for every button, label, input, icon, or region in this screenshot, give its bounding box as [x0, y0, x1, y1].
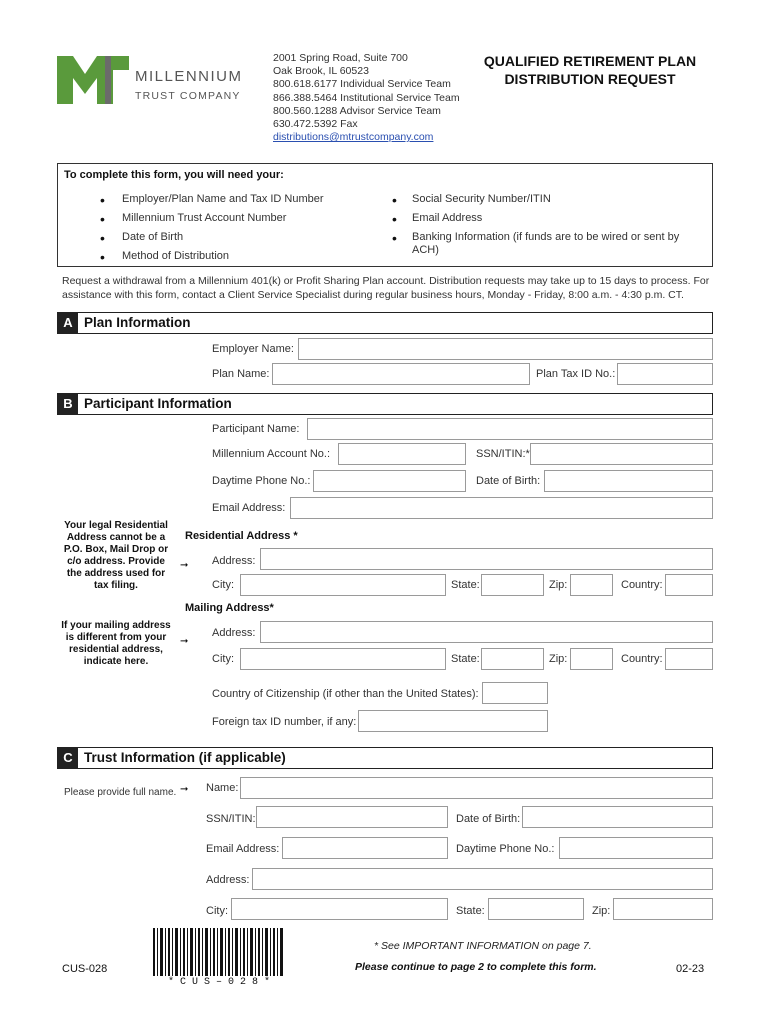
dob-field[interactable]: [544, 470, 713, 492]
participant-name-label: Participant Name:: [212, 423, 300, 435]
note-line: Address cannot be a: [66, 532, 166, 543]
mailing-heading: Mailing Address*: [185, 602, 274, 614]
trust-ssn-label: SSN/ITIN:: [206, 813, 256, 825]
phone-line: 800.560.1288 Advisor Service Team: [273, 104, 441, 117]
section-letter: C: [58, 748, 78, 768]
foreign-tax-label: Foreign tax ID number, if any:: [212, 716, 357, 728]
address-line: Oak Brook, IL 60523: [273, 65, 369, 78]
bullet-icon: •: [100, 192, 105, 208]
trust-zip-field[interactable]: [613, 898, 713, 920]
city-label: City:: [212, 579, 234, 591]
phone-line: 866.388.5464 Institutional Service Team: [273, 91, 460, 104]
note-line: the address used for: [66, 568, 166, 579]
section-c-header: [57, 747, 713, 769]
residential-country-field[interactable]: [665, 574, 713, 596]
city-label: City:: [212, 653, 234, 665]
barcode-text: * C U S – 0 2 8 *: [167, 977, 271, 988]
section-title: Trust Information (if applicable): [84, 750, 286, 765]
participant-name-field[interactable]: [307, 418, 713, 440]
trust-name-label: Name:: [206, 782, 239, 794]
plan-tax-id-field[interactable]: [617, 363, 713, 385]
requirement-item: Banking Information (if funds are to be wired or sent by: [412, 231, 680, 243]
trust-phone-label: Daytime Phone No.:: [456, 843, 555, 855]
note-line: is different from your: [65, 632, 167, 643]
logo-sub: TRUST COMPANY: [135, 90, 241, 102]
contact-block: [273, 52, 460, 144]
mailing-address-field[interactable]: [260, 621, 713, 643]
trust-name-field[interactable]: [240, 777, 713, 799]
address-line: 2001 Spring Road, Suite 700: [273, 52, 408, 64]
residential-city-field[interactable]: [240, 574, 446, 596]
requirement-item: ACH): [412, 244, 439, 256]
ssn-field[interactable]: [530, 443, 713, 465]
foreign-tax-field[interactable]: [358, 710, 548, 732]
state-label: State:: [451, 653, 480, 665]
residential-note: [60, 520, 172, 592]
trust-dob-field[interactable]: [522, 806, 713, 828]
continue-note: Please continue to page 2 to complete this form.: [355, 961, 597, 973]
employer-name-field[interactable]: [298, 338, 713, 360]
trust-dob-label: Date of Birth:: [456, 813, 521, 825]
account-no-label: Millennium Account No.:: [212, 448, 330, 460]
arrow-right-icon: ➞: [180, 560, 189, 571]
trust-zip-label: Zip:: [592, 905, 611, 917]
requirement-item: Email Address: [412, 212, 483, 224]
phone-field[interactable]: [313, 470, 466, 492]
email-field[interactable]: [290, 497, 713, 519]
mailing-city-field[interactable]: [240, 648, 446, 670]
requirement-item: Employer/Plan Name and Tax ID Number: [122, 193, 324, 205]
dob-label: Date of Birth:: [476, 475, 541, 487]
mailing-country-field[interactable]: [665, 648, 713, 670]
intro-text: Request a withdrawal from a Millennium 401(k) or Profit Sharing Plan account. Distribution requests may take up to 15 days to process. For: [62, 275, 710, 287]
bullet-icon: •: [100, 211, 105, 227]
mailing-zip-field[interactable]: [570, 648, 613, 670]
phone-line: 800.618.6177 Individual Service Team: [273, 78, 451, 91]
section-letter: B: [58, 394, 78, 414]
mailing-note: [60, 620, 172, 668]
trust-city-label: City:: [206, 905, 228, 917]
title-line: DISTRIBUTION REQUEST: [504, 71, 676, 87]
barcode-icon: [153, 928, 285, 976]
email-label: Email Address:: [212, 502, 286, 514]
address-label: Address:: [212, 627, 256, 639]
mailing-state-field[interactable]: [481, 648, 544, 670]
title-line: QUALIFIED RETIREMENT PLAN: [483, 53, 697, 69]
trust-email-label: Email Address:: [206, 843, 280, 855]
section-title: Plan Information: [84, 315, 191, 330]
requirement-item: Millennium Trust Account Number: [122, 212, 287, 224]
trust-city-field[interactable]: [231, 898, 448, 920]
form-code: CUS-028: [62, 963, 108, 975]
residential-heading: Residential Address *: [185, 530, 298, 542]
bullet-icon: •: [392, 230, 397, 246]
citizenship-field[interactable]: [482, 682, 548, 704]
section-letter: A: [58, 313, 78, 333]
trust-phone-field[interactable]: [559, 837, 713, 859]
plan-name-field[interactable]: [272, 363, 530, 385]
country-label: Country:: [621, 579, 663, 591]
employer-name-label: Employer Name:: [212, 343, 294, 355]
note-line: c/o address. Provide: [67, 556, 165, 567]
requirement-item: Date of Birth: [122, 231, 184, 243]
arrow-right-icon: ➞: [180, 784, 189, 795]
plan-tax-id-label: Plan Tax ID No.:: [536, 368, 616, 380]
bullet-icon: •: [392, 211, 397, 227]
account-no-field[interactable]: [338, 443, 466, 465]
requirements-box: [57, 163, 713, 267]
residential-state-field[interactable]: [481, 574, 544, 596]
logo-mark-icon: [57, 52, 129, 108]
company-logo: [57, 52, 247, 108]
residential-zip-field[interactable]: [570, 574, 613, 596]
requirement-item: Social Security Number/ITIN: [412, 193, 551, 205]
residential-address-field[interactable]: [260, 548, 713, 570]
trust-state-field[interactable]: [488, 898, 584, 920]
citizenship-label: Country of Citizenship (if other than the United States):: [212, 688, 479, 700]
trust-note: Please provide full name.: [64, 787, 177, 798]
note-line: residential address,: [69, 644, 163, 655]
plan-name-label: Plan Name:: [212, 368, 270, 380]
important-note: * See IMPORTANT INFORMATION on page 7.: [374, 940, 592, 952]
section-a-header: [57, 312, 713, 334]
zip-label: Zip:: [549, 653, 568, 665]
trust-state-label: State:: [456, 905, 485, 917]
form-title: [470, 52, 710, 88]
trust-address-label: Address:: [206, 874, 250, 886]
logo-name: MILLENNIUM: [135, 68, 243, 85]
intro-text: assistance with this form, contact a Client Service Specialist during regular business hours, Monday - Friday, 8:00 a.m. - 4:30 p.m. CT.: [62, 289, 684, 301]
fax-line: 630.472.5392 Fax: [273, 118, 358, 131]
trust-ssn-field[interactable]: [256, 806, 448, 828]
note-line: tax filing.: [94, 580, 138, 591]
bullet-icon: •: [392, 192, 397, 208]
arrow-right-icon: ➞: [180, 636, 189, 647]
state-label: State:: [451, 579, 480, 591]
note-line: If your mailing address: [61, 620, 171, 631]
bullet-icon: •: [100, 249, 105, 265]
requirements-heading: To complete this form, you will need your:: [64, 169, 284, 181]
trust-email-field[interactable]: [282, 837, 448, 859]
email-link[interactable]: distributions@mtrustcompany.com: [273, 131, 434, 144]
requirement-item: Method of Distribution: [122, 250, 229, 262]
zip-label: Zip:: [549, 579, 568, 591]
note-line: P.O. Box, Mail Drop or: [63, 544, 169, 555]
address-label: Address:: [212, 555, 256, 567]
note-line: indicate here.: [83, 656, 149, 667]
form-version: 02-23: [676, 963, 705, 975]
section-title: Participant Information: [84, 396, 232, 411]
country-label: Country:: [621, 653, 663, 665]
ssn-label: SSN/ITIN:*: [476, 448, 530, 460]
trust-address-field[interactable]: [252, 868, 713, 890]
section-b-header: [57, 393, 713, 415]
phone-label: Daytime Phone No.:: [212, 475, 311, 487]
note-line: Your legal Residential: [64, 520, 168, 531]
bullet-icon: •: [100, 230, 105, 246]
